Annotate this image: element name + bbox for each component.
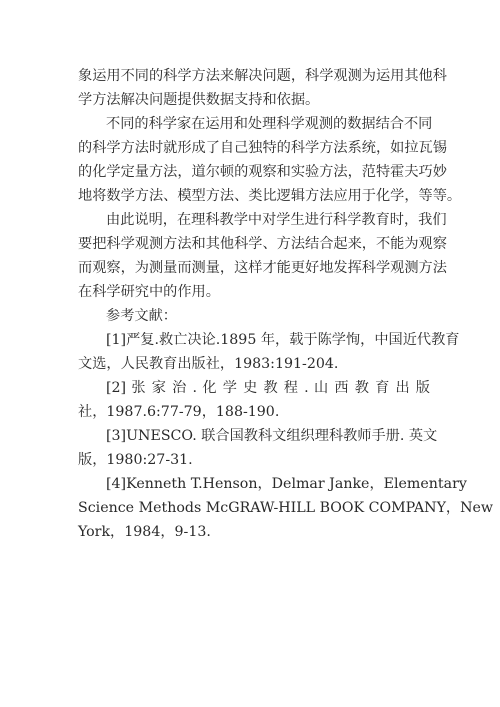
paragraph-line: 要把科学观测方法和其他科学、方法结合起来，不能为观察 — [78, 236, 447, 252]
paragraph-line: 的科学方法时就形成了自己独特的科学方法系统，如拉瓦锡 — [78, 140, 447, 156]
paragraph-line: 学方法解决问题提供数据支持和依据。 — [78, 92, 320, 108]
paragraph-line: 不同的科学家在运用和处理科学观测的数据结合不同 — [106, 116, 433, 132]
reference-line: 文选，人民教育出版社，1983:191-204. — [78, 356, 339, 372]
paragraph-line: 而观察，为测量而测量，这样才能更好地发挥科学观测方法 — [78, 260, 447, 276]
reference-line: [1]严复.救亡决论.1895 年，载于陈学恂，中国近代教育 — [106, 332, 460, 348]
paragraph-line: 的化学定量方法，道尔顿的观察和实验方法，范特霍夫巧妙 — [78, 164, 447, 180]
paragraph-line: 在科学研究中的作用。 — [78, 284, 220, 300]
reference-line: [4]Kenneth T.Henson，Delmar Janke，Elementary — [106, 476, 467, 492]
reference-line: 社，1987.6:77-79，188-190. — [78, 404, 280, 420]
reference-line: [3]UNESCO. 联合国教科文组织理科教师手册. 英文 — [106, 428, 438, 444]
references-heading: 参考文献： — [106, 308, 177, 324]
paragraph-line: 象运用不同的科学方法来解决问题，科学观测为运用其他科 — [78, 68, 447, 84]
reference-line: York，1984，9-13. — [78, 524, 211, 540]
paragraph-line: 地将数学方法、模型方法、类比逻辑方法应用于化学，等等。 — [78, 188, 462, 204]
reference-line: 版，1980:27-31. — [78, 452, 193, 468]
reference-line: Science Methods McGRAW-HILL BOOK COMPANY，New — [78, 500, 494, 516]
paragraph-line: 由此说明，在理科教学中对学生进行科学教育时，我们 — [106, 212, 447, 228]
reference-line: [2] 张 家 治 . 化 学 史 教 程 . 山 西 教 育 出 版 — [106, 380, 430, 396]
